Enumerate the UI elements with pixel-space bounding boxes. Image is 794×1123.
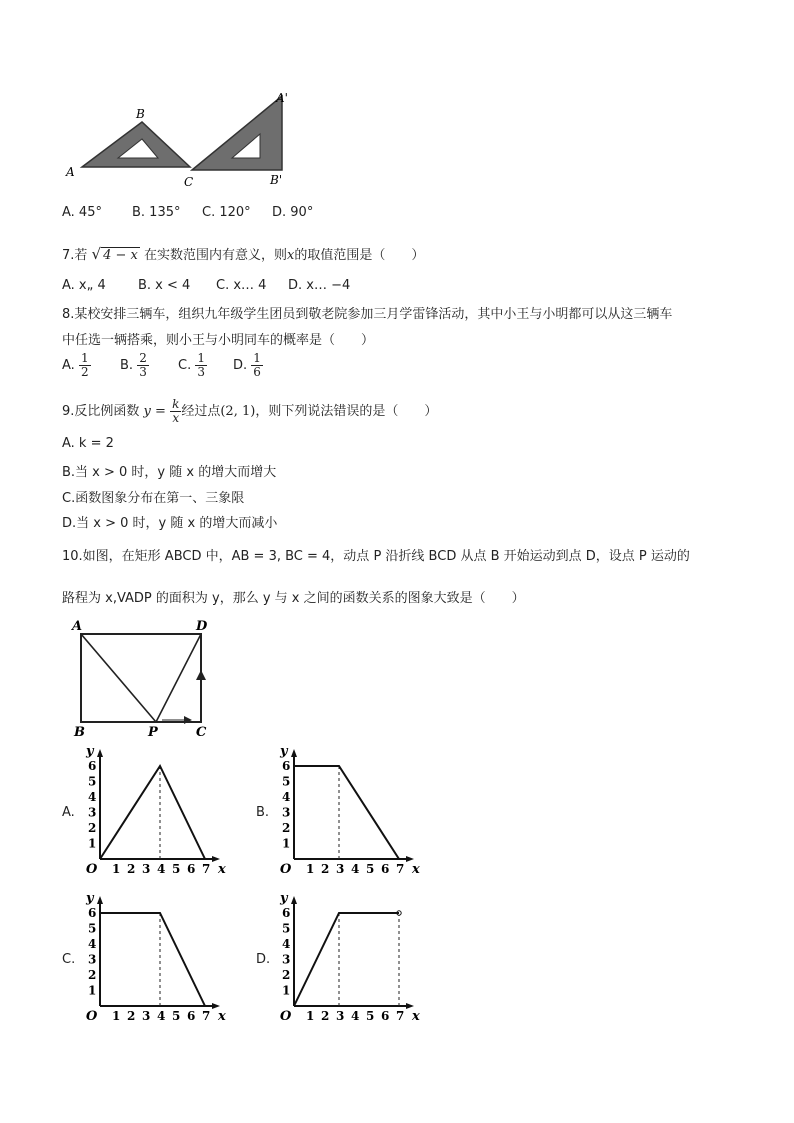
x-tick-label: 3 xyxy=(336,862,345,876)
q9-point: (2, 1) xyxy=(220,404,256,419)
graph-b-label: B. xyxy=(256,805,270,820)
point-label-p: P xyxy=(148,725,158,740)
y-tick-label: 2 xyxy=(88,968,97,982)
y-tick-label: 1 xyxy=(282,836,291,851)
y-tick-label: 3 xyxy=(88,805,97,820)
graph-c-label: C. xyxy=(62,952,76,967)
origin-label: O xyxy=(280,1009,292,1024)
y-tick-label: 5 xyxy=(282,774,291,789)
y-tick-label: 3 xyxy=(282,805,291,820)
x-tick-label: 5 xyxy=(366,1009,375,1023)
y-tick-label: 5 xyxy=(282,921,291,936)
graph-c xyxy=(62,892,232,1024)
point-label-a: A xyxy=(72,619,83,634)
y-axis-arrow-icon xyxy=(97,749,103,757)
y-axis-label: y xyxy=(86,892,94,906)
y-tick-label: 6 xyxy=(282,759,291,773)
q7-var: x xyxy=(287,248,295,263)
q9-prefix: 9.反比例函数 xyxy=(62,404,140,419)
q8-option-b: B. $\frac{2}{3}$ xyxy=(120,351,147,379)
x-tick-label: 4 xyxy=(157,862,166,876)
y-tick-label: 4 xyxy=(282,790,291,804)
x-tick-label: 4 xyxy=(157,1009,166,1023)
x-tick-label: 2 xyxy=(321,862,330,876)
x-tick-label: 1 xyxy=(112,1009,121,1023)
point-label-a: A xyxy=(66,165,75,179)
arrow-up-icon xyxy=(196,670,206,680)
x-tick-label: 7 xyxy=(202,862,211,876)
q7-prefix: 7.若 xyxy=(62,248,88,263)
q8-option-a: A. $\frac{1}{2}$ xyxy=(62,351,89,379)
y-axis-arrow-icon xyxy=(291,896,297,904)
q6-option-d: D. 90° xyxy=(272,205,314,220)
y-tick-label: 3 xyxy=(282,952,291,967)
set-square-right xyxy=(192,96,282,170)
y-tick-label: 4 xyxy=(88,937,97,951)
y-axis-label: y xyxy=(280,745,288,759)
sqrt-symbol: √ xyxy=(91,245,102,263)
graph-a-label: A. xyxy=(62,805,75,820)
q6-option-c: C. 120° xyxy=(202,205,251,220)
y-tick-label: 1 xyxy=(88,836,97,851)
x-tick-label: 6 xyxy=(381,862,390,876)
q7-option-c: C. x… 4 xyxy=(216,278,267,293)
function-line xyxy=(100,913,205,1006)
function-line xyxy=(294,766,399,859)
q9-stem xyxy=(62,398,437,425)
x-tick-label: 5 xyxy=(172,862,181,876)
q7-option-d: D. x… −4 xyxy=(288,278,351,293)
q7-radicand: 4 − x xyxy=(103,248,138,263)
y-tick-label: 2 xyxy=(282,821,291,835)
point-label-a-prime: A' xyxy=(276,91,288,105)
y-tick-label: 6 xyxy=(88,906,97,920)
rectangle-figure xyxy=(66,618,226,740)
graph-a-plot xyxy=(76,745,232,877)
y-tick-label: 2 xyxy=(88,821,97,835)
x-tick-label: 7 xyxy=(396,1009,405,1023)
q9-option-b: B.当 x > 0 时，y 随 x 的增大而增大 xyxy=(62,465,277,480)
origin-label: O xyxy=(280,862,292,877)
graph-a xyxy=(62,745,232,877)
x-tick-label: 5 xyxy=(366,862,375,876)
point-label-b-prime: B' xyxy=(270,173,283,187)
x-tick-label: 5 xyxy=(172,1009,181,1023)
y-axis-label: y xyxy=(280,892,288,906)
x-tick-label: 3 xyxy=(142,862,151,876)
x-tick-label: 7 xyxy=(202,1009,211,1023)
origin-label: O xyxy=(86,1009,98,1024)
point-label-c: C xyxy=(184,175,194,188)
q6-option-a: A. 45° xyxy=(62,205,102,220)
q9-func-lhs: y = xyxy=(143,404,166,419)
y-tick-label: 6 xyxy=(88,759,97,773)
y-axis-label: y xyxy=(86,745,94,759)
q7-suffix-a: 在实数范围内有意义，则 xyxy=(144,248,288,263)
q7-option-a: A. x„ 4 xyxy=(62,278,106,293)
x-tick-label: 3 xyxy=(336,1009,345,1023)
y-tick-label: 4 xyxy=(282,937,291,951)
y-axis-arrow-icon xyxy=(97,896,103,904)
q10-line-2: 路程为 x,VADP 的面积为 y，那么 y 与 x 之间的函数关系的图象大致是（ ） xyxy=(62,591,525,606)
origin-label: O xyxy=(86,862,98,877)
y-tick-label: 3 xyxy=(88,952,97,967)
x-tick-label: 6 xyxy=(381,1009,390,1023)
function-line xyxy=(294,913,399,1006)
x-tick-label: 1 xyxy=(306,1009,315,1023)
graph-d-plot xyxy=(270,892,426,1024)
function-line xyxy=(100,766,205,859)
q8-option-c: C. $\frac{1}{3}$ xyxy=(178,351,205,379)
graph-d-label: D. xyxy=(256,952,271,967)
x-tick-label: 1 xyxy=(306,862,315,876)
x-axis-label: x xyxy=(218,862,226,877)
q8-option-d: D. $\frac{1}{6}$ xyxy=(233,351,261,379)
set-squares-figure xyxy=(60,88,300,188)
q9-option-d: D.当 x > 0 时，y 随 x 的增大而减小 xyxy=(62,516,278,531)
x-tick-label: 1 xyxy=(112,862,121,876)
q10-line-1: 10.如图，在矩形 ABCD 中，AB = 3, BC = 4，动点 P 沿折线 BCD 从点 B 开始运动到点 D，设点 P 运动的 xyxy=(62,549,690,564)
graph-b-plot xyxy=(270,745,426,877)
q9-option-c: C.函数图象分布在第一、三象限 xyxy=(62,491,245,506)
x-tick-label: 4 xyxy=(351,862,360,876)
y-tick-label: 4 xyxy=(88,790,97,804)
y-axis-arrow-icon xyxy=(291,749,297,757)
x-tick-label: 2 xyxy=(127,1009,136,1023)
x-tick-label: 7 xyxy=(396,862,405,876)
q9-option-a: A. k = 2 xyxy=(62,436,114,451)
y-tick-label: 1 xyxy=(88,983,97,998)
point-label-b: B xyxy=(136,107,145,121)
point-label-b: B xyxy=(74,725,85,740)
point-label-d: D xyxy=(196,619,208,634)
x-tick-label: 2 xyxy=(127,862,136,876)
x-tick-label: 6 xyxy=(187,1009,196,1023)
graph-d xyxy=(256,892,426,1024)
x-axis-label: x xyxy=(412,862,420,877)
x-axis-label: x xyxy=(218,1009,226,1024)
q9-func-fraction: $\frac{k}{x}$ xyxy=(172,397,180,425)
x-tick-label: 2 xyxy=(321,1009,330,1023)
x-tick-label: 3 xyxy=(142,1009,151,1023)
y-tick-label: 5 xyxy=(88,921,97,936)
q8-line-2: 中任选一辆搭乘，则小王与小明同车的概率是（ ） xyxy=(62,333,375,348)
y-tick-label: 5 xyxy=(88,774,97,789)
point-label-c: C xyxy=(196,725,207,740)
x-axis-label: x xyxy=(412,1009,420,1024)
y-tick-label: 1 xyxy=(282,983,291,998)
q7-suffix-b: 的取值范围是（ ） xyxy=(294,248,425,263)
q9-suffix: ，则下列说法错误的是（ ） xyxy=(255,404,438,419)
y-tick-label: 6 xyxy=(282,906,291,920)
q7-stem xyxy=(62,244,424,263)
graph-c-plot xyxy=(76,892,232,1024)
x-tick-label: 6 xyxy=(187,862,196,876)
graph-b xyxy=(256,745,426,877)
q6-option-b: B. 135° xyxy=(132,205,181,220)
y-tick-label: 2 xyxy=(282,968,291,982)
q7-option-b: B. x < 4 xyxy=(138,278,191,293)
x-tick-label: 4 xyxy=(351,1009,360,1023)
q8-line-1: 8.某校安排三辆车，组织九年级学生团员到敬老院参加三月学雷锋活动，其中小王与小明都可以从这三辆车 xyxy=(62,307,673,322)
q9-mid: 经过点 xyxy=(181,404,221,419)
